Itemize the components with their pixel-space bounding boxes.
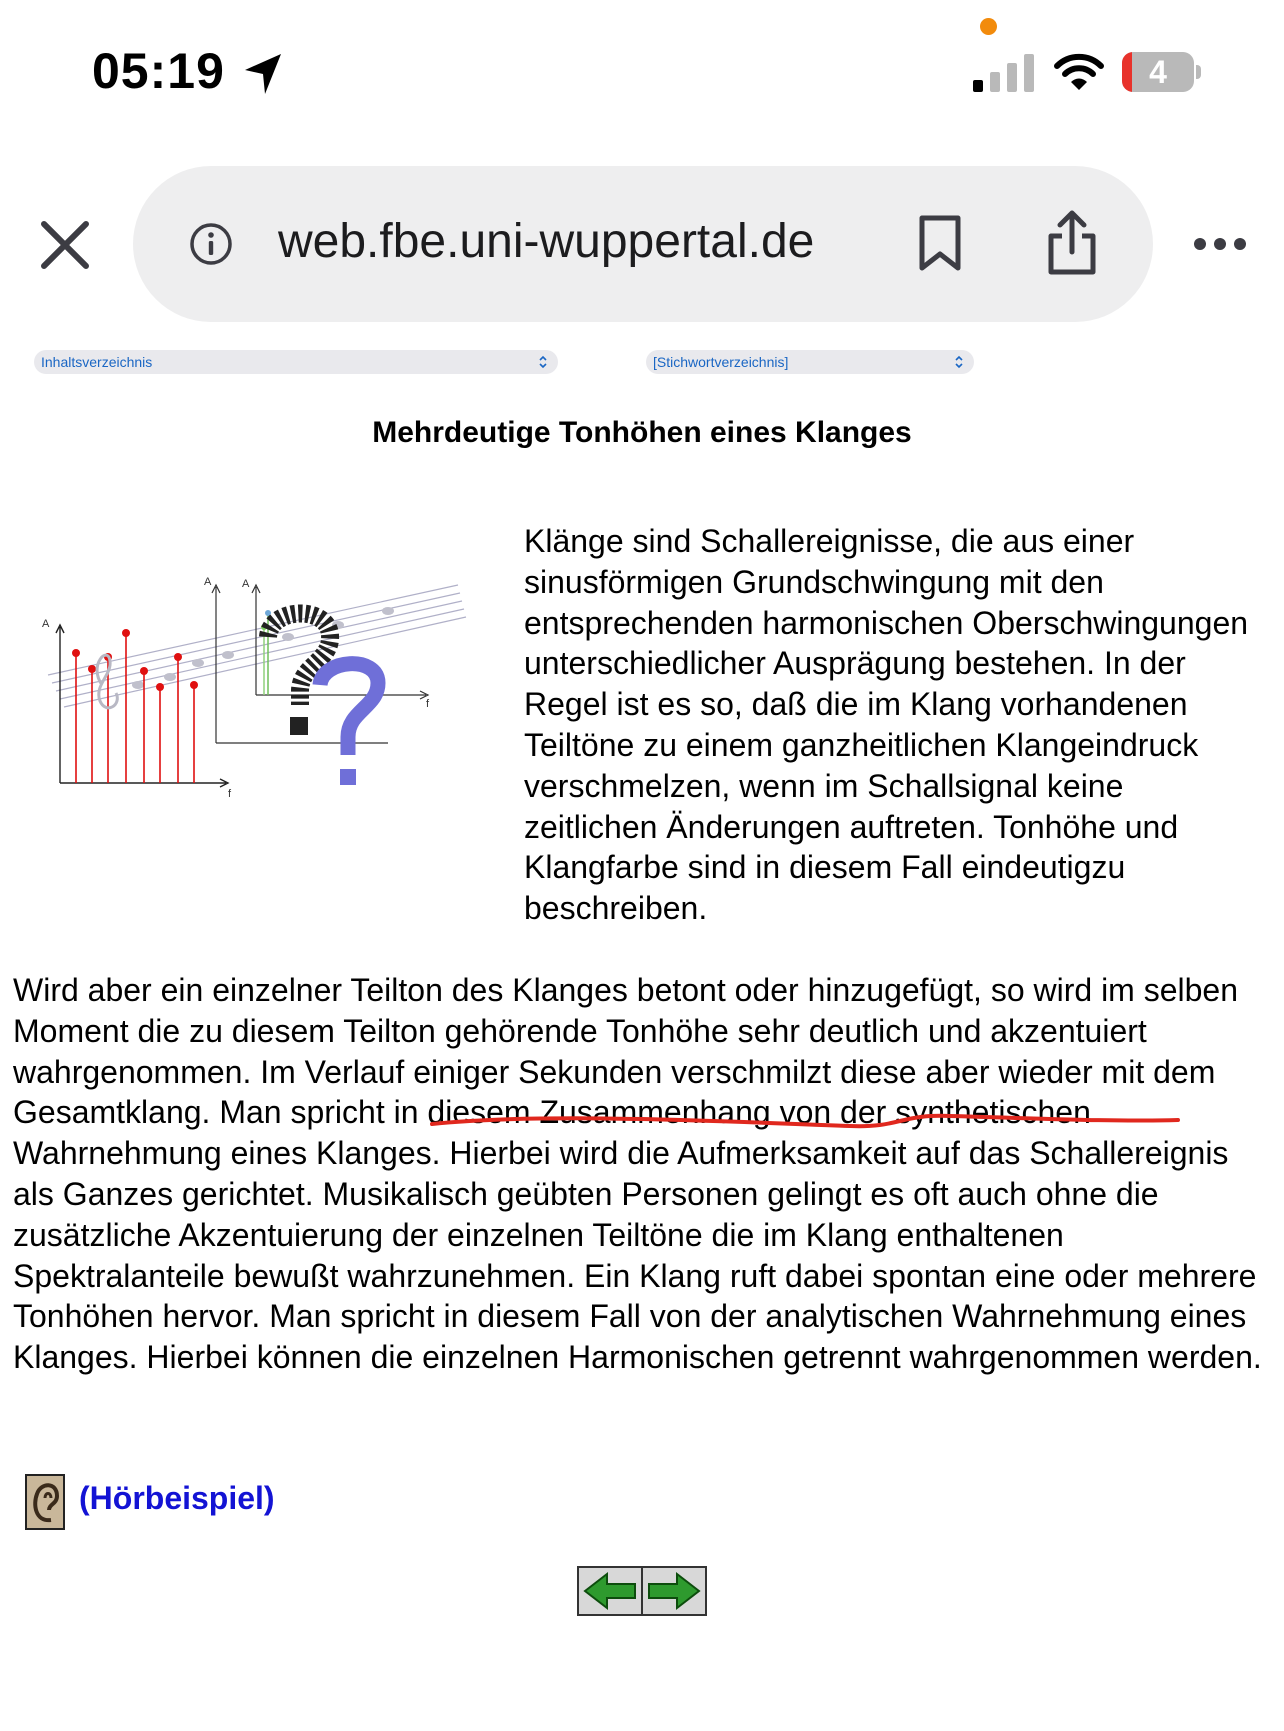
wifi-icon [1054,52,1104,92]
axis-label-a-back: A [242,578,250,590]
question-mark-blue [320,664,378,755]
axis-label-f-front: f [228,788,232,800]
back-arrow-icon[interactable] [578,1567,642,1615]
axis-label-f-back: f [426,698,430,710]
audio-example-link[interactable]: (Hörbeispiel) [79,1480,275,1516]
select-chevron-icon [538,354,548,370]
forward-arrow-icon[interactable] [642,1567,706,1615]
status-time: 05:19 [92,43,225,99]
red-annotation-stroke [430,1108,1180,1148]
url-text[interactable]: web.fbe.uni-wuppertal.de [278,215,815,268]
ear-icon[interactable] [25,1474,65,1530]
intro-paragraph: Klänge sind Schallereignisse, die aus einer sinusförmigen Grundschwingung mit den entsprechenden harmonischen Oberschwingungen unterschiedlicher Ausprägung bestehen. In der Regel ist es so, daß die im Klang vorhandenen Teiltöne zu einem ganzheitlichen Klangeindruck verschmelzen, wenn im Schallsignal keine zeitlichen Änderungen auftreten. Tonhöhe und Klangfarbe sind in diesem Fall eindeutigzu beschreiben. [524,523,1249,927]
page-navigation [577,1566,707,1616]
body-paragraph: Wird aber ein einzelner Teilton des Klanges betont oder hinzugefügt, so wird im selben Moment die zu diesem Teilton gehörende Tonhöhe sehr deutlich und akzentuiert wahrgenommen. Im Verlauf einiger Sekunden verschmilzt diese aber wieder mit dem Gesamtklang. Man spricht in diesem Zusammenhang von der synthetischen Wahrnehmung eines Klanges. Hierbei wird die Aufmerksamkeit auf das Schallereignis als Ganzes gerichtet. Musikalisch geübten Personen gelingt es oft auch ohne die zusätzliche Akzentuierung der einzelnen Teiltöne die im Klang enthaltenen Spektralanteile bewußt wahrzunehmen. Ein Klang ruft dabei spontan eine oder mehrere Tonhöhen hervor. Man spricht in diesem Fall von der analytischen Wahrnehmung eines Klanges. Hierbei können die einzelnen Harmonischen getrennt wahrgenommen werden. [13,972,1262,1376]
music-staff [48,585,466,707]
bookmark-icon[interactable] [917,214,963,272]
info-icon[interactable] [189,222,233,266]
axis-label-a-front: A [42,618,50,630]
select-chevron-icon [954,354,964,370]
toc-select[interactable] [34,350,558,374]
index-select-value: [Stichwortverzeichnis] [653,354,789,370]
spectrum-illustration [38,565,478,850]
signal-icon [973,54,1035,92]
location-arrow-icon [243,52,283,96]
close-icon[interactable] [34,214,96,276]
toc-select-value: Inhaltsverzeichnis [41,354,153,370]
index-select[interactable] [646,350,974,374]
status-bar [0,0,1284,140]
privacy-indicator-dot [980,18,997,35]
battery-level: 4 [1149,54,1167,90]
share-icon[interactable] [1045,210,1099,276]
battery-icon [1122,52,1202,92]
page-title: Mehrdeutige Tonhöhen eines Klanges [372,416,912,449]
address-bar[interactable] [133,166,1153,322]
axis-label-a-middle: A [204,576,212,588]
more-icon[interactable] [1192,234,1248,254]
